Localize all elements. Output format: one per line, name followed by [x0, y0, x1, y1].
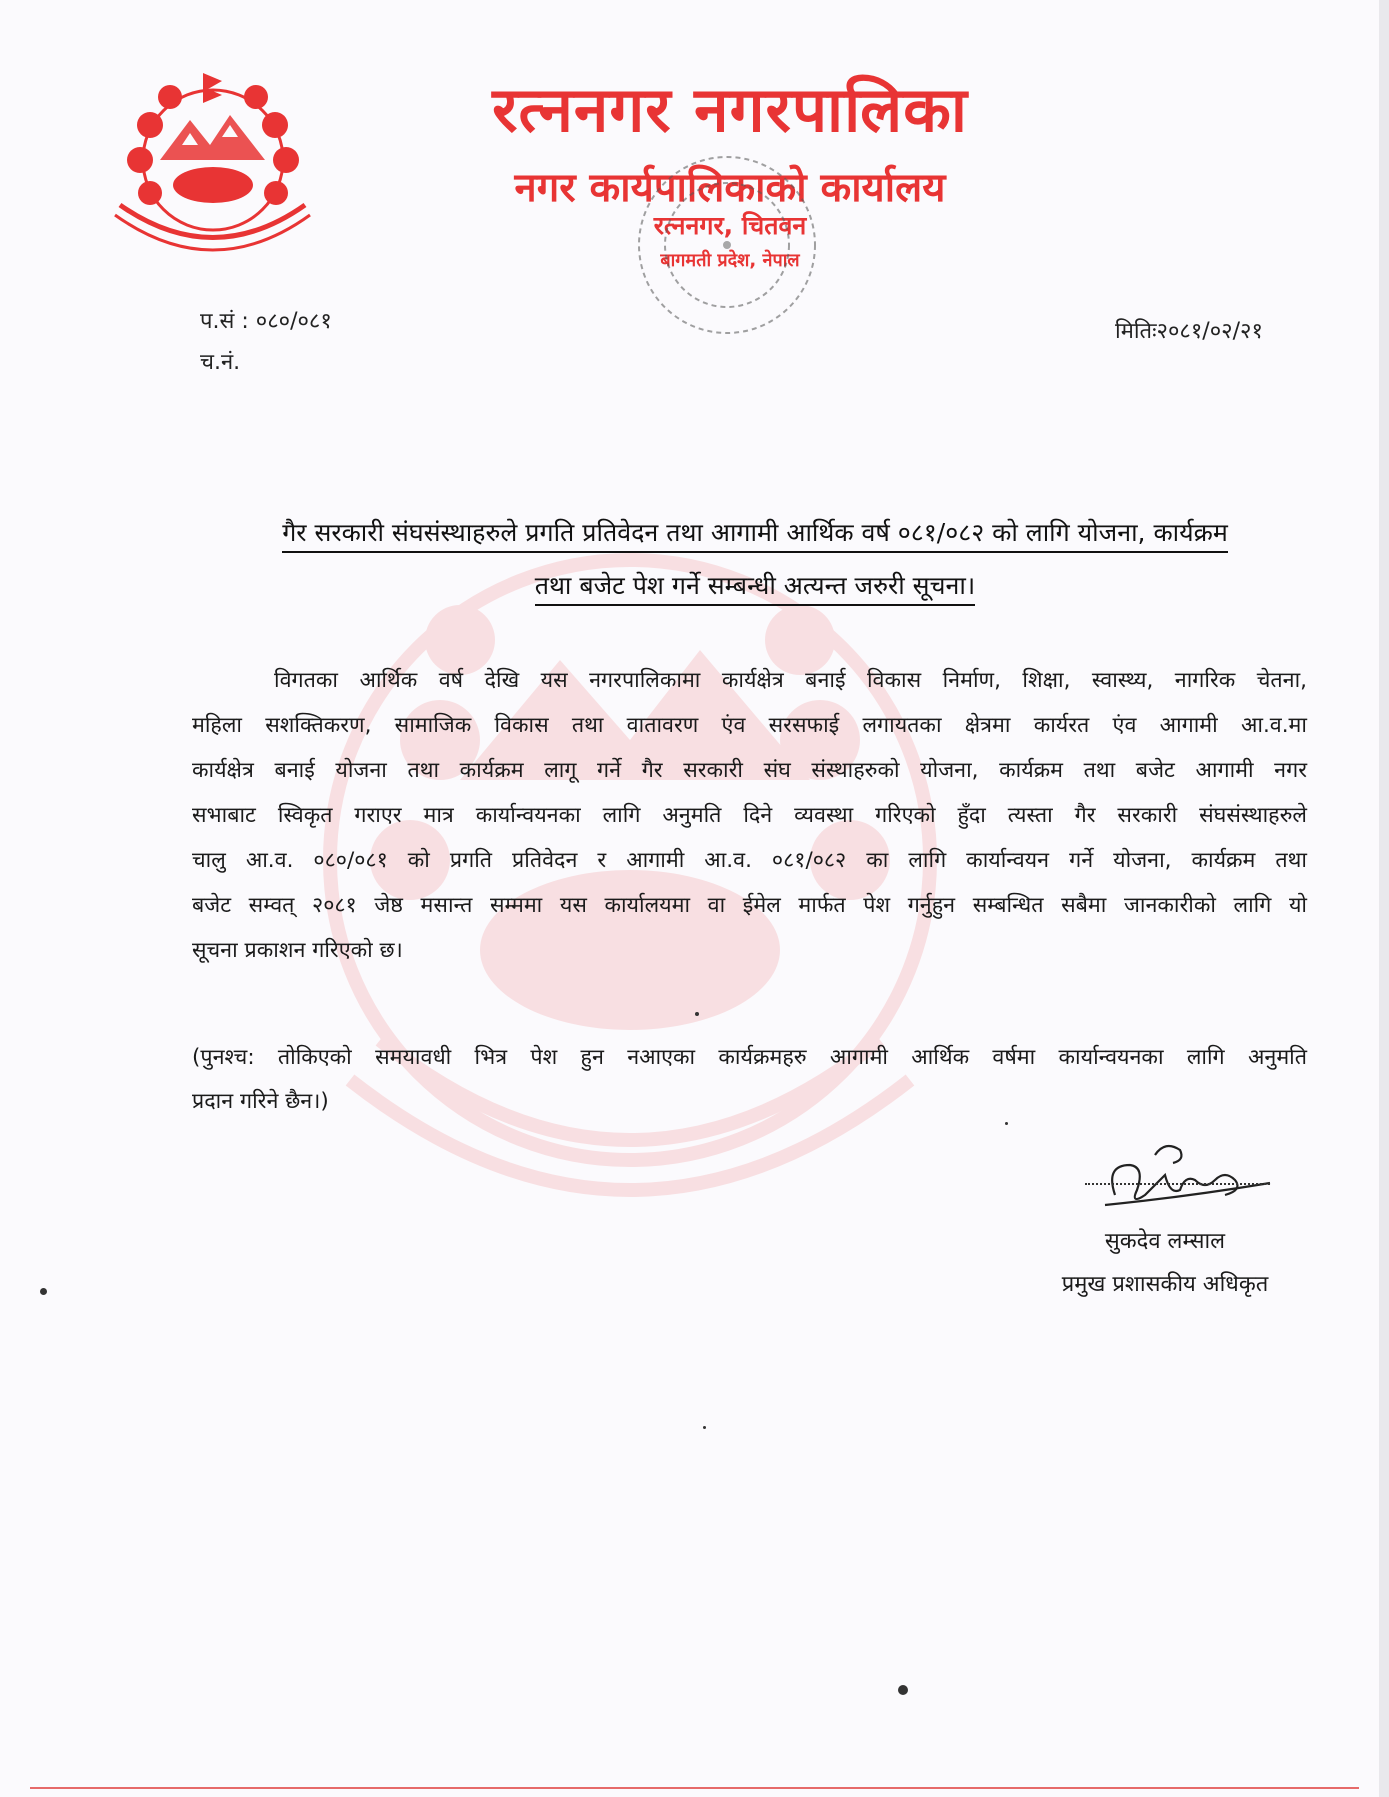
- body-line: चालु आ.व. ०८०/०८१ को प्रगति प्रतिवेदन र आगामी आ.व. ०८१/०८२ का लागि कार्यान्वयन गर्ने योजना, कार्यक्रम तथा: [192, 848, 1307, 873]
- body-line-text: विगतका आर्थिक वर्ष देखि यस नगरपालिकामा कार्यक्षेत्र बनाई विकास निर्माण, शिक्षा, स्वास्थ्य, नागरिक चेतना,: [274, 668, 1307, 693]
- body-line: सूचना प्रकाशन गरिएको छ।: [192, 938, 403, 963]
- subject-line-2: [205, 568, 1305, 602]
- body-line: बजेट सम्वत् २०८१ जेष्ठ मसान्त सम्ममा यस कार्यालयमा वा ईमेल मार्फत पेश गर्नुहुन सम्बन्धित सबैमा जानकारीको लागि यो: [192, 893, 1307, 918]
- dispatch-number: च.नं.: [200, 350, 241, 375]
- scan-speck: [1005, 1122, 1008, 1125]
- office-seal-stamp-icon: [615, 148, 840, 343]
- signature-scribble-icon: [1085, 1135, 1285, 1225]
- scan-speck: [40, 1288, 47, 1295]
- scan-edge-shadow: [1379, 0, 1389, 1797]
- body-line: कार्यक्षेत्र बनाई योजना तथा कार्यक्रम लागू गर्ने गैर सरकारी संघ संस्थाहरुको योजना, कार्यक्रम तथा बजेट आगामी नगर: [192, 758, 1307, 783]
- municipality-name: रत्ननगर नगरपालिका: [492, 73, 968, 146]
- subject-line-2-text: तथा बजेट पेश गर्ने सम्बन्धी अत्यन्त जरुरी सूचना।: [535, 571, 976, 606]
- signatory-name: सुकदेव लम्साल: [1104, 1229, 1226, 1254]
- bottom-edge-line: [30, 1787, 1359, 1789]
- subject-line-1-text: गैर सरकारी संघसंस्थाहरुले प्रगति प्रतिवेदन तथा आगामी आर्थिक वर्ष ०८१/०८२ को लागि योजना, कार्यक्रम: [282, 518, 1228, 553]
- scan-speck: [898, 1685, 908, 1695]
- scan-speck: [703, 1426, 706, 1429]
- office-name: नगर कार्यपालिकाको कार्यालय: [514, 165, 946, 211]
- body-line: सभाबाट स्विकृत गराएर मात्र कार्यान्वयनका लागि अनुमति दिने व्यवस्था गरिएको हुँदा त्यस्ता गैर सरकारी संघसंस्थाहरुले: [192, 803, 1307, 828]
- letter-number: प.सं : ०८०/०८१: [200, 309, 332, 334]
- letter-date: मितिः२०८१/०२/२१: [1115, 319, 1263, 344]
- address-line-1: रत्ननगर, चितवन: [653, 211, 807, 240]
- address-line-2: बागमती प्रदेश, नेपाल: [660, 250, 800, 271]
- body-line: महिला सशक्तिकरण, सामाजिक विकास तथा वातावरण एंव सरसफाई लगायतका क्षेत्रमा कार्यरत एंव आगामी आ.व.मा: [192, 713, 1307, 738]
- signature-dotted-line: [1085, 1183, 1270, 1185]
- subject-line-1: [205, 515, 1305, 549]
- body-line: [192, 658, 1307, 704]
- nepal-emblem-icon: [110, 65, 315, 260]
- postscript-line-1: (पुनश्च: तोकिएको समयावधी भित्र पेश हुन नआएका कार्यक्रमहरु आगामी आर्थिक वर्षमा कार्यान्वयनका लागि अनुमति: [192, 1045, 1307, 1070]
- scan-speck: [695, 1012, 699, 1016]
- postscript-line-2: प्रदान गरिने छैन।): [192, 1089, 329, 1114]
- signatory-title: प्रमुख प्रशासकीय अधिकृत: [1061, 1272, 1269, 1297]
